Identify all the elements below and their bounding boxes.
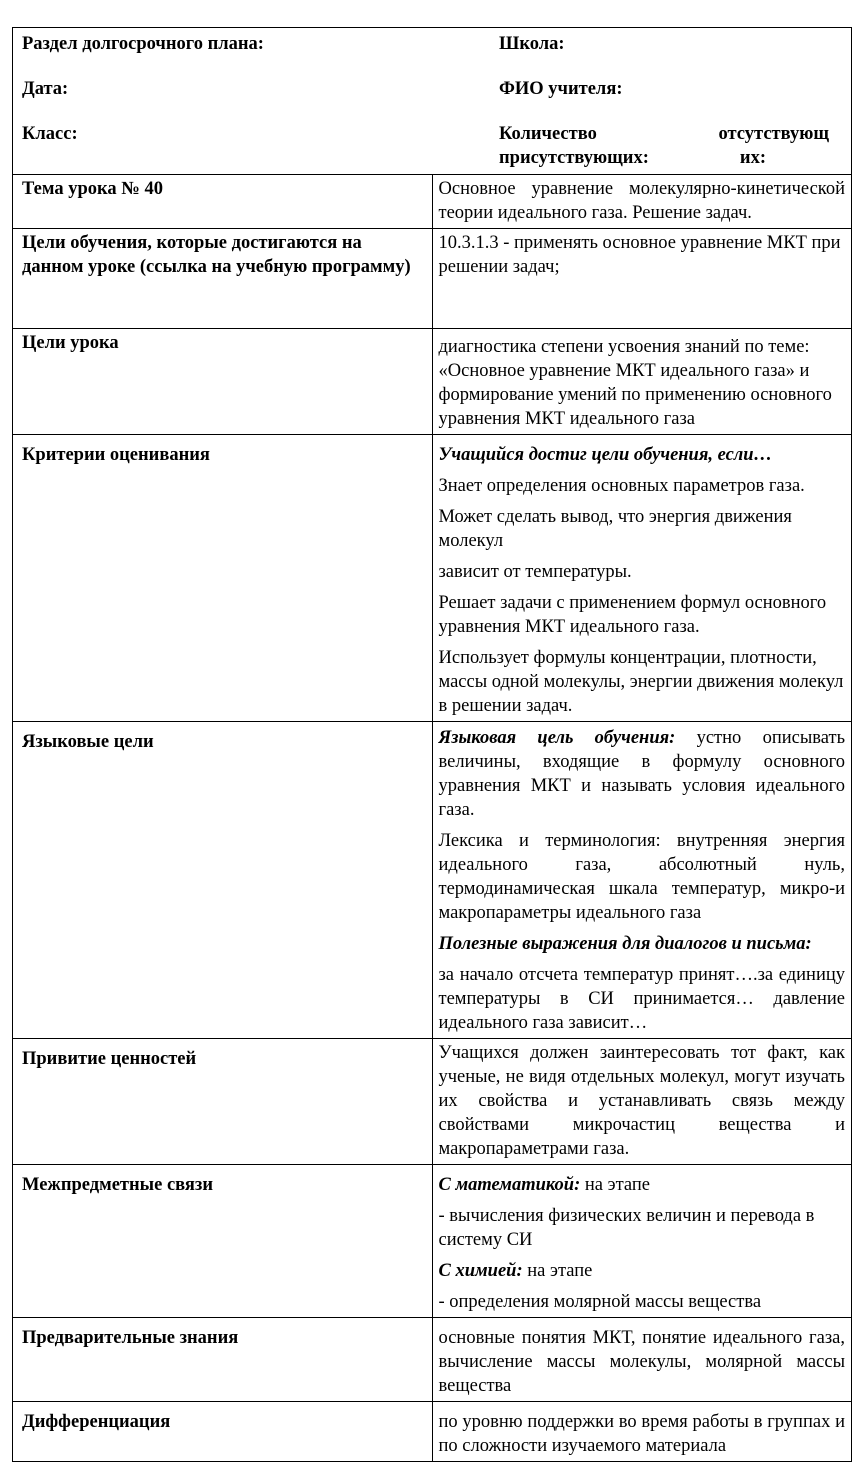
- chem-line: [439, 1259, 846, 1283]
- language-lexicon: Лексика и терминология: внутренняя энергия идеального газа, абсолютный нуль, термодинамическая шкала температур, микро-и макропараметры идеального газа: [438, 831, 845, 923]
- language-phrases: за начало отсчета температур принят….за единицу температуры в СИ принимается… давление идеального газа зависит…: [438, 965, 845, 1033]
- absent-count-label-1: отсутствующ: [718, 124, 829, 144]
- row-label-values: Привитие ценностей: [13, 1039, 433, 1165]
- table-row: [13, 1039, 852, 1165]
- row-value-topic: Основное уравнение молекулярно-кинетической теории идеального газа. Решение задач.: [432, 175, 852, 229]
- table-row: [13, 175, 852, 229]
- class-label: Класс:: [22, 124, 78, 144]
- math-item: - вычисления физических величин и перевода в систему СИ: [438, 1206, 815, 1250]
- date-label: Дата:: [22, 79, 69, 99]
- table-row: [13, 329, 852, 435]
- criteria-item: Использует формулы концентрации, плотности, массы одной молекулы, энергии движения молекул в решении задач.: [438, 648, 844, 716]
- row-label-lesson-goals: Цели урока: [13, 329, 433, 435]
- row-label-learning-goals: Цели обучения, которые достигаются на данном уроке (ссылка на учебную программу): [13, 229, 433, 329]
- lesson-plan-page: [12, 27, 846, 1456]
- chem-lead: С химией:: [438, 1261, 523, 1281]
- table-row: [13, 1402, 852, 1462]
- table-row: [13, 1318, 852, 1402]
- absent-count-label-2: их:: [739, 148, 766, 168]
- header-cell: [13, 28, 852, 175]
- header-line-2: [22, 77, 845, 101]
- language-goal: [439, 726, 846, 822]
- table-row: [13, 1165, 852, 1318]
- criteria-item: Знает определения основных параметров газа.: [438, 476, 805, 496]
- row-label-language-goals: Языковые цели: [13, 722, 433, 1039]
- teacher-label: ФИО учителя:: [499, 79, 623, 99]
- present-count-label-2: присутствующих:: [499, 148, 649, 168]
- chem-item: - определения молярной массы вещества: [438, 1292, 762, 1312]
- header-line-3: [22, 122, 845, 170]
- criteria-item: зависит от температуры.: [438, 562, 632, 582]
- math-lead: С математикой:: [438, 1175, 581, 1195]
- row-value-prior-knowledge: основные понятия МКТ, понятие идеального газа, вычисление массы молекулы, молярной массы вещества: [432, 1318, 852, 1402]
- chem-text: на этапе: [522, 1261, 593, 1281]
- row-label-criteria: Критерии оценивания: [13, 435, 433, 722]
- section-label: Раздел долгосрочного плана:: [22, 34, 264, 54]
- row-value-lesson-goals: диагностика степени усвоения знаний по теме: «Основное уравнение МКТ идеального газа» и формирование умений по применению основного уравнения МКТ идеального газа: [432, 329, 852, 435]
- row-label-differentiation: Дифференциация: [13, 1402, 433, 1462]
- criteria-item: Может сделать вывод, что энергия движения молекул: [438, 507, 792, 551]
- row-value-language-goals: [432, 722, 852, 1039]
- row-value-interdisciplinary: [432, 1165, 852, 1318]
- criteria-lead: Учащийся достиг цели обучения, если…: [438, 445, 773, 465]
- header-line-1: [22, 32, 845, 56]
- language-goal-lead: Языковая цель обучения:: [438, 728, 676, 748]
- header-row: [13, 28, 852, 175]
- school-label: Школа:: [499, 34, 565, 54]
- language-goal-text: устно описывать величины, входящие в формулу основного уравнения МКТ и называть условия идеального газа.: [438, 728, 846, 820]
- math-line: [439, 1173, 846, 1197]
- table-row: [13, 229, 852, 329]
- row-value-differentiation: по уровню поддержки во время работы в группах и по сложности изучаемого материала: [432, 1402, 852, 1462]
- table-row: [13, 722, 852, 1039]
- math-text: на этапе: [580, 1175, 650, 1195]
- attendance-block: [499, 122, 845, 170]
- lesson-plan-table: [12, 27, 852, 1462]
- present-count-label-1: Количество: [499, 124, 597, 144]
- row-label-topic: Тема урока № 40: [13, 175, 433, 229]
- criteria-item: Решает задачи с применением формул основного уравнения МКТ идеального газа.: [438, 593, 827, 637]
- table-row: [13, 435, 852, 722]
- row-label-interdisciplinary: Межпредметные связи: [13, 1165, 433, 1318]
- row-label-prior-knowledge: Предварительные знания: [13, 1318, 433, 1402]
- row-value-criteria: [432, 435, 852, 722]
- row-value-values: Учащихся должен заинтересовать тот факт, как ученые, не видя отдельных молекул, могут изучать их свойства и устанавливать связь между свойствами микрочастиц вещества и макропараметрами газа.: [432, 1039, 852, 1165]
- row-value-learning-goals: 10.3.1.3 - применять основное уравнение МКТ при решении задач;: [432, 229, 852, 329]
- language-phrases-lead: Полезные выражения для диалогов и письма:: [438, 934, 812, 954]
